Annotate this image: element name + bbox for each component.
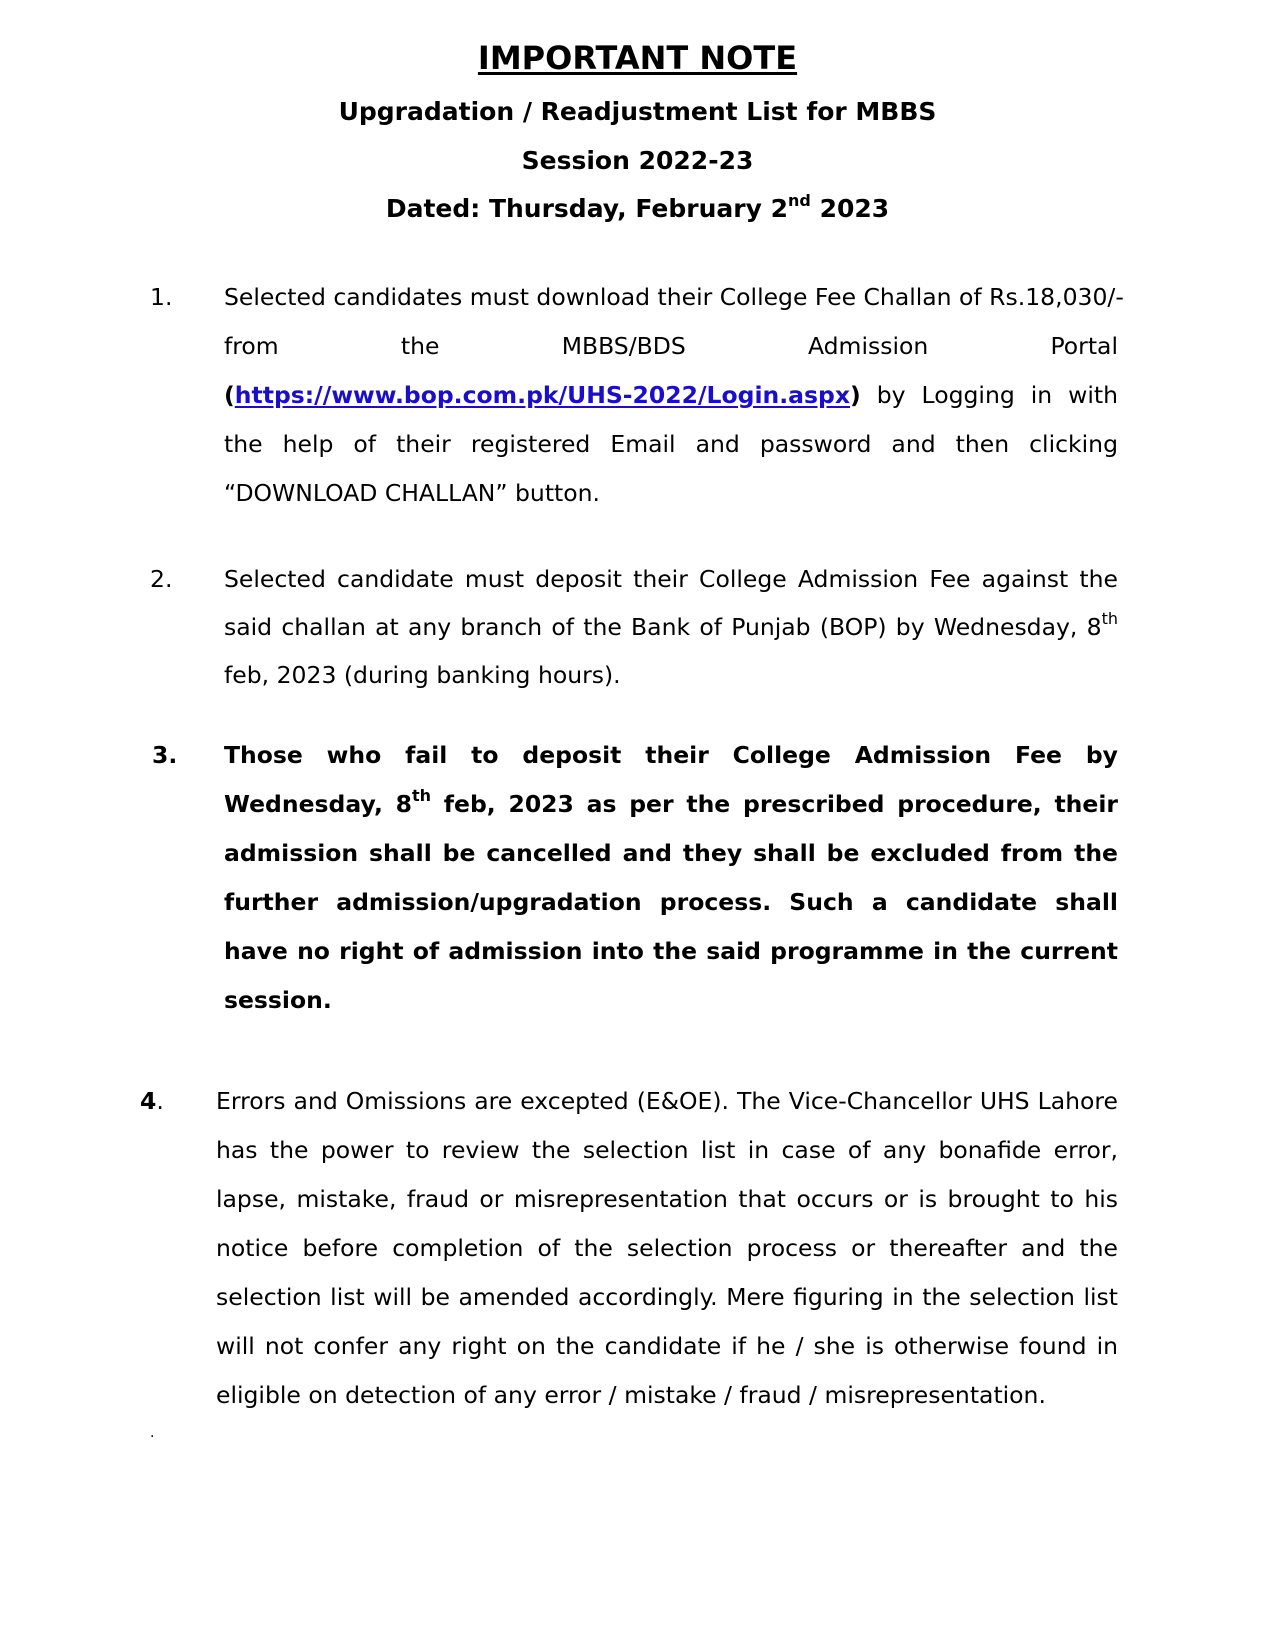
item-2-text: Selected candidate must deposit their College Admission Fee against the said challan at any branch of the Bank of Punjab (BOP) by Wednesday, 8 [224, 565, 1118, 641]
list-item-3 [152, 731, 1118, 1025]
footer-mark: . [150, 1425, 155, 1441]
list-item-1 [150, 273, 1124, 518]
page-title [0, 38, 1275, 78]
link-close-paren: ) [850, 381, 861, 409]
item-1-body [224, 371, 1118, 518]
date-prefix: Dated: Thursday, February 2 [385, 194, 789, 223]
page-subtitle: Upgradation / Readjustment List for MBBS [338, 97, 937, 126]
item-number [140, 1077, 180, 1126]
item-3-text: Those who fail to deposit their College Admission Fee by Wednesday, 8 [224, 741, 1118, 818]
word: the [400, 332, 440, 360]
item-2-text-end: feb, 2023 (during banking hours). [224, 661, 621, 689]
word: MBBS/BDS [561, 332, 686, 360]
list-item-2 [150, 555, 1118, 699]
session-label: Session 2022-23 [521, 146, 754, 175]
word: Admission [807, 332, 929, 360]
date-suffix: 2023 [810, 194, 890, 223]
link-open-paren: ( [224, 381, 235, 409]
item-2-superscript: th [1101, 609, 1118, 629]
item-1-line-2 [224, 322, 1118, 371]
item-number-digit: 4 [140, 1087, 157, 1115]
item-1-text: by Logging in with the help of their registered Email and password and then clicking “DOWNLOAD CHALLAN” button. [224, 381, 1118, 507]
item-3-body [224, 731, 1118, 1025]
date-line [0, 190, 1275, 225]
title-text: IMPORTANT NOTE [477, 39, 798, 77]
item-number: 1. [150, 283, 173, 311]
item-number: 2. [150, 565, 173, 593]
item-3-text-end: feb, 2023 as per the prescribed procedure, their admission shall be cancelled and they shall be excluded from the further admission/upgradation process. Such a candidate shall have no right of admission into the said programme in the current session. [224, 790, 1118, 1014]
item-3-superscript: th [412, 786, 432, 806]
item-4-body: Errors and Omissions are excepted (E&OE). The Vice-Chancellor UHS Lahore has the power to review the selection list in case of any bonafide error, lapse, mistake, fraud or misrepresentation that occurs or is brought to his notice before completion of the selection process or thereafter and the selection list will be amended accordingly. Mere figuring in the selection list will not confer any right on the candidate if he / she is otherwise found in eligible on detection of any error / mistake / fraud / misrepresentation. [216, 1087, 1118, 1409]
word: Portal [1050, 332, 1118, 360]
date-superscript: nd [788, 190, 811, 210]
item-number: 3. [152, 741, 178, 769]
list-item-4 [140, 1077, 1118, 1420]
item-1-line-1: Selected candidates must download their College Fee Challan of Rs.18,030/- [224, 283, 1124, 311]
item-2-body [224, 555, 1118, 699]
admission-portal-link[interactable]: https://www.bop.com.pk/UHS-2022/Login.aspx [234, 381, 851, 409]
word: from [224, 332, 279, 360]
item-number-dot: . [156, 1087, 164, 1115]
